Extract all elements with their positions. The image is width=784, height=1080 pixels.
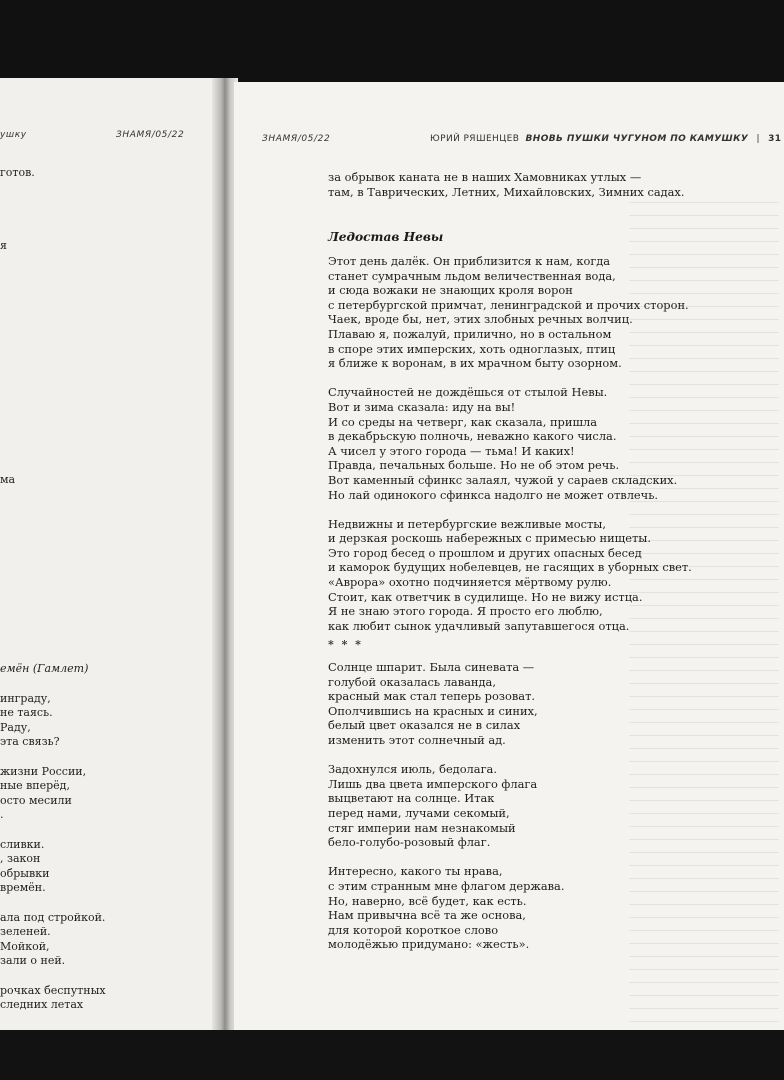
- poem-ledostav: [328, 254, 692, 633]
- poem-line: Недвижны и петербургские вежливые мосты,: [328, 516, 606, 531]
- poem-line: за обрывок каната не в наших Хамовниках утлых —: [328, 170, 642, 184]
- stanza-gap: [328, 502, 692, 517]
- left-text-line: я: [0, 239, 7, 252]
- left-text-line: Мойкой,: [0, 939, 50, 953]
- poem-line: как любит сынок удачливый запутавшегося отца.: [328, 618, 630, 633]
- left-text-line: следних летах: [0, 998, 84, 1012]
- header-author: ЮРИЙ РЯШЕНЦЕВ: [430, 134, 520, 144]
- left-page-header-fragment: ушку: [0, 130, 27, 140]
- poem-line: Интересно, какого ты нрава,: [328, 864, 503, 879]
- poem-line: и каморок будущих нобелевцев, не гасящих в уборных свет.: [328, 560, 692, 575]
- left-text-line: , закон: [0, 852, 41, 866]
- left-text-line: сливки.: [0, 837, 45, 851]
- poem-line: для которой короткое слово: [328, 922, 499, 937]
- poem-line: Нам привычна всё та же основа,: [328, 908, 526, 923]
- left-text-line: ала под стройкой.: [0, 910, 106, 924]
- poem-line: Этот день далёк. Он приблизится к нам, когда: [328, 254, 611, 268]
- left-text-line: времён.: [0, 881, 46, 895]
- poem-line: Лишь два цвета имперского флага: [328, 776, 538, 791]
- poem-line: Я не знаю этого города. Я просто его люблю,: [328, 604, 603, 619]
- poem-line: Случайностей не дождёшься от стылой Невы.: [328, 385, 608, 400]
- poem-line: «Аврора» охотно подчиняется мёртвому рулю.: [328, 575, 612, 590]
- poem-line: и сюда вожаки не знающих кроля ворон: [328, 283, 573, 298]
- right-page-header-journal: ЗНАМЯ/05/22: [262, 134, 331, 144]
- poem-line: Вот каменный сфинкс залаял, чужой у сараев складских.: [328, 472, 678, 487]
- poem-line: с этим странным мне флагом держава.: [328, 878, 565, 893]
- poem-line: с петербургской примчат, ленинградской и прочих сторон.: [328, 297, 689, 312]
- poem-line: Это город бесед о прошлом и других опасных бесед: [328, 545, 642, 560]
- left-page: [0, 78, 222, 1030]
- poem-line: молодёжью придумано: «жесть».: [328, 937, 530, 952]
- poem-line: Вот и зима сказала: иду на вы!: [328, 399, 516, 414]
- header-divider: |: [756, 134, 760, 144]
- left-text-line: ма: [0, 472, 16, 486]
- left-text-line: обрывки: [0, 866, 50, 880]
- left-text-line: осто месили: [0, 793, 72, 807]
- poem-line: Задохнулся июль, бедолага.: [328, 762, 497, 777]
- stanza-gap: [328, 371, 692, 386]
- left-text-line: готов.: [0, 166, 35, 179]
- left-text-line: рочках беспутных: [0, 983, 106, 997]
- poem-line: Стоит, как ответчик в судилище. Но не вижу истца.: [328, 589, 643, 604]
- poem-line: Правда, печальных больше. Но не об этом речь.: [328, 458, 620, 473]
- poem-line: я ближе к воронам, в их мрачном быту озорном.: [328, 356, 622, 371]
- poem-line: голубой оказалась лаванда,: [328, 674, 496, 689]
- poem-line: там, в Таврических, Летних, Михайловских, Зимних садах.: [328, 184, 685, 199]
- poem-line: изменить этот солнечный ад.: [328, 732, 506, 747]
- poem-line: в споре этих имперских, хоть одноглазых, птиц: [328, 341, 616, 356]
- page-number: 31: [768, 134, 782, 144]
- header-title: ВНОВЬ ПУШКИ ЧУГУНОМ ПО КАМУШКУ: [525, 134, 749, 144]
- poem-line: Чаек, вроде бы, нет, этих злобных речных волчиц.: [328, 312, 633, 327]
- poem-line: бело-голубо-розовый флаг.: [328, 835, 491, 850]
- right-page: [234, 82, 784, 1030]
- left-text-line: зали о ней.: [0, 954, 66, 968]
- left-text-line: инграду,: [0, 691, 51, 705]
- poem-line: Солнце шпарит. Была синевата —: [328, 660, 535, 674]
- poem-line: Но лай одинокого сфинкса надолго не может отвлечь.: [328, 487, 659, 502]
- left-text-line: емён (Гамлет): [0, 662, 89, 676]
- poem-line: И со среды на четверг, как сказала, пришла: [328, 414, 598, 429]
- poem-line: стяг империи нам незнакомый: [328, 820, 516, 835]
- poem-line: выцветают на солнце. Итак: [328, 791, 495, 806]
- left-text-line: эта связь?: [0, 735, 60, 749]
- left-text-line: жизни России,: [0, 764, 87, 778]
- poem-line: станет сумрачным льдом величественная вода,: [328, 268, 616, 283]
- poem-line: Но, наверно, всё будет, как есть.: [328, 893, 527, 908]
- poem-line: Плаваю я, пожалуй, прилично, но в остальном: [328, 326, 612, 341]
- scan-background-top: [0, 0, 784, 82]
- left-text-line: Раду,: [0, 720, 31, 734]
- section-divider-stars: * * *: [328, 638, 363, 651]
- stanza-gap: [328, 748, 564, 763]
- stanza-gap: [328, 850, 564, 865]
- running-header: [430, 134, 781, 144]
- left-text-line: не таясь.: [0, 706, 53, 720]
- poem-line: Ополчившись на красных и синих,: [328, 703, 538, 718]
- section-title: Ледостав Невы: [328, 230, 444, 244]
- poem-line: в декабрьскую полночь, неважно какого числа.: [328, 429, 617, 444]
- poem-line: А чисел у этого города — тьма! И каких!: [328, 443, 575, 458]
- left-text-line: зеленей.: [0, 925, 51, 939]
- poem-line: белый цвет оказался не в силах: [328, 718, 521, 733]
- poem-line: красный мак стал теперь розоват.: [328, 689, 536, 704]
- poem-untitled: [328, 660, 564, 952]
- left-page-header-journal: ЗНАМЯ/05/22: [116, 130, 185, 140]
- left-text-line: .: [0, 808, 4, 822]
- poem-line: и дерзкая роскошь набережных с примесью нищеты.: [328, 531, 651, 546]
- poem-line: перед нами, лучами секомый,: [328, 805, 510, 820]
- scan-background-bottom: [0, 1030, 784, 1080]
- intro-lines: [328, 170, 684, 199]
- left-text-line: ные вперёд,: [0, 779, 70, 793]
